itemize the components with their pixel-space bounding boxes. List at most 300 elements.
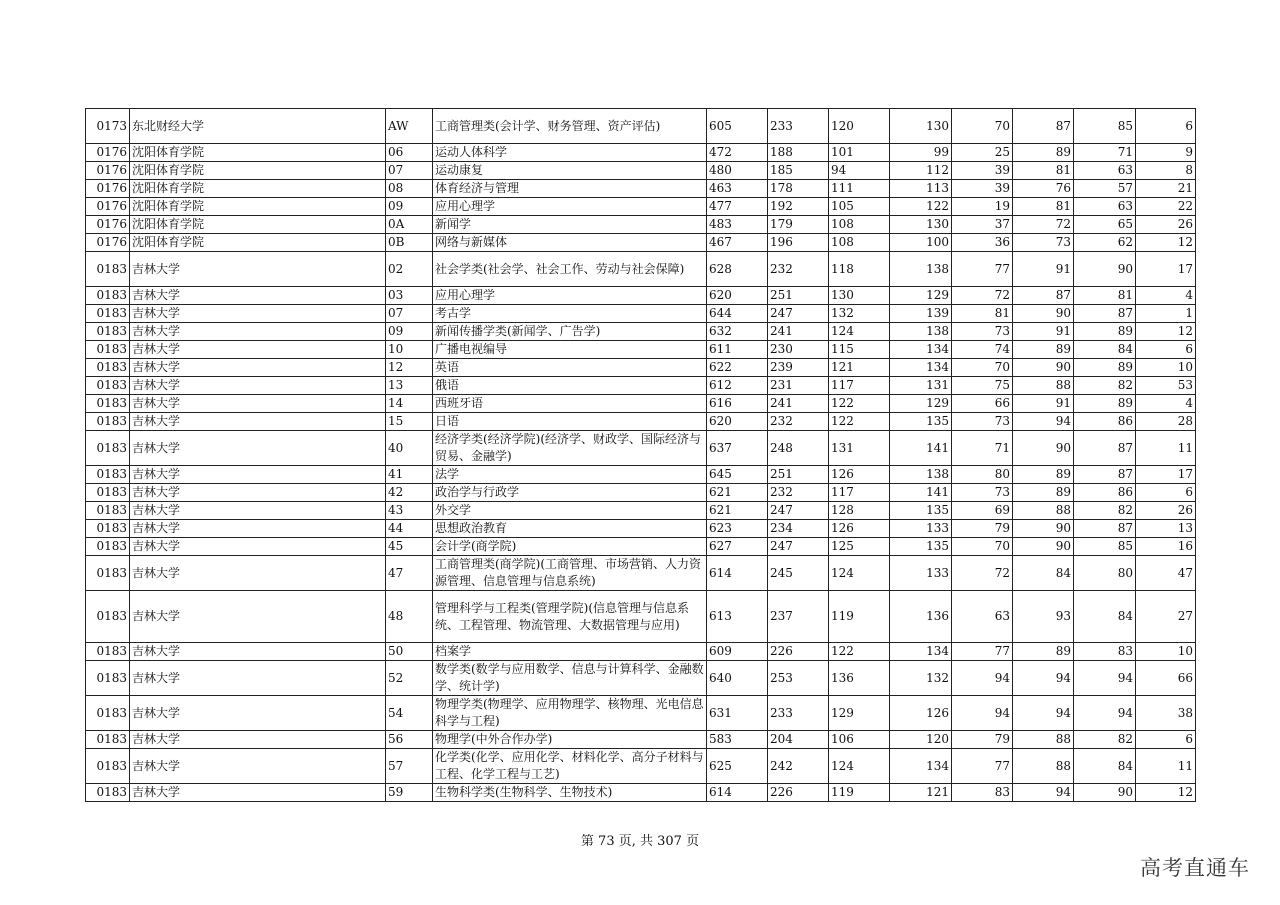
score-6-cell: 88 (1013, 731, 1074, 749)
score-5-cell: 73 (952, 323, 1013, 341)
table-row (86, 502, 1196, 520)
score-6-cell: 90 (1013, 520, 1074, 538)
score-7-cell: 82 (1074, 377, 1136, 395)
total-score-cell: 640 (707, 661, 768, 696)
major-name-cell: 俄语 (433, 377, 707, 395)
score-4-cell: 139 (890, 305, 952, 323)
total-score-cell: 631 (707, 696, 768, 731)
score-4-cell: 134 (890, 643, 952, 661)
school-code-cell: 0176 (86, 144, 130, 162)
total-score-cell: 620 (707, 287, 768, 305)
school-name-cell: 吉林大学 (130, 359, 386, 377)
school-code-cell: 0176 (86, 162, 130, 180)
school-code-cell: 0176 (86, 198, 130, 216)
score-7-cell: 94 (1074, 696, 1136, 731)
score-3-cell: 131 (829, 431, 890, 466)
score-4-cell: 132 (890, 661, 952, 696)
major-name-cell: 网络与新媒体 (433, 234, 707, 252)
total-score-cell: 623 (707, 520, 768, 538)
school-name-cell: 吉林大学 (130, 731, 386, 749)
school-name-cell: 吉林大学 (130, 287, 386, 305)
score-7-cell: 57 (1074, 180, 1136, 198)
total-score-cell: 637 (707, 431, 768, 466)
count-cell: 53 (1136, 377, 1196, 395)
score-6-cell: 94 (1013, 696, 1074, 731)
school-code-cell: 0183 (86, 431, 130, 466)
score-5-cell: 77 (952, 749, 1013, 784)
table-row (86, 162, 1196, 180)
score-5-cell: 39 (952, 162, 1013, 180)
table-row (86, 520, 1196, 538)
school-code-cell: 0183 (86, 538, 130, 556)
count-cell: 26 (1136, 502, 1196, 520)
score-2-cell: 226 (768, 784, 829, 802)
score-4-cell: 113 (890, 180, 952, 198)
major-name-cell: 生物科学类(生物科学、生物技术) (433, 784, 707, 802)
major-name-cell: 外交学 (433, 502, 707, 520)
major-code-cell: 52 (386, 661, 433, 696)
count-cell: 22 (1136, 198, 1196, 216)
score-3-cell: 105 (829, 198, 890, 216)
score-7-cell: 82 (1074, 731, 1136, 749)
table-row (86, 198, 1196, 216)
score-3-cell: 122 (829, 643, 890, 661)
school-code-cell: 0183 (86, 287, 130, 305)
count-cell: 26 (1136, 216, 1196, 234)
major-code-cell: 43 (386, 502, 433, 520)
major-code-cell: 50 (386, 643, 433, 661)
score-3-cell: 125 (829, 538, 890, 556)
major-name-cell: 工商管理类(会计学、财务管理、资产评估) (433, 109, 707, 144)
score-3-cell: 124 (829, 749, 890, 784)
score-6-cell: 94 (1013, 784, 1074, 802)
school-code-cell: 0183 (86, 305, 130, 323)
score-4-cell: 135 (890, 502, 952, 520)
score-4-cell: 112 (890, 162, 952, 180)
school-code-cell: 0176 (86, 180, 130, 198)
score-6-cell: 90 (1013, 305, 1074, 323)
score-2-cell: 245 (768, 556, 829, 591)
major-code-cell: 07 (386, 305, 433, 323)
count-cell: 6 (1136, 731, 1196, 749)
count-cell: 6 (1136, 484, 1196, 502)
major-code-cell: 41 (386, 466, 433, 484)
score-2-cell: 188 (768, 144, 829, 162)
score-2-cell: 179 (768, 216, 829, 234)
score-2-cell: 234 (768, 520, 829, 538)
score-5-cell: 25 (952, 144, 1013, 162)
school-code-cell: 0183 (86, 502, 130, 520)
score-7-cell: 86 (1074, 413, 1136, 431)
count-cell: 12 (1136, 234, 1196, 252)
major-name-cell: 应用心理学 (433, 287, 707, 305)
major-name-cell: 工商管理类(商学院)(工商管理、市场营销、人力资源管理、信息管理与信息系统) (433, 556, 707, 591)
school-name-cell: 吉林大学 (130, 556, 386, 591)
school-name-cell: 吉林大学 (130, 661, 386, 696)
score-6-cell: 89 (1013, 144, 1074, 162)
school-name-cell: 吉林大学 (130, 305, 386, 323)
score-5-cell: 71 (952, 431, 1013, 466)
table-row (86, 784, 1196, 802)
table-row (86, 413, 1196, 431)
score-7-cell: 86 (1074, 484, 1136, 502)
major-name-cell: 物理学(中外合作办学) (433, 731, 707, 749)
score-2-cell: 231 (768, 377, 829, 395)
school-name-cell: 吉林大学 (130, 377, 386, 395)
school-name-cell: 吉林大学 (130, 484, 386, 502)
score-2-cell: 232 (768, 252, 829, 287)
school-name-cell: 吉林大学 (130, 466, 386, 484)
score-3-cell: 106 (829, 731, 890, 749)
school-name-cell: 吉林大学 (130, 252, 386, 287)
score-4-cell: 135 (890, 413, 952, 431)
table-row (86, 538, 1196, 556)
total-score-cell: 613 (707, 591, 768, 643)
count-cell: 28 (1136, 413, 1196, 431)
score-6-cell: 90 (1013, 431, 1074, 466)
school-name-cell: 吉林大学 (130, 395, 386, 413)
score-2-cell: 251 (768, 466, 829, 484)
score-2-cell: 233 (768, 696, 829, 731)
table-row (86, 466, 1196, 484)
major-code-cell: 06 (386, 144, 433, 162)
major-code-cell: 48 (386, 591, 433, 643)
school-name-cell: 吉林大学 (130, 643, 386, 661)
major-code-cell: 47 (386, 556, 433, 591)
score-3-cell: 126 (829, 520, 890, 538)
major-code-cell: 44 (386, 520, 433, 538)
score-7-cell: 87 (1074, 305, 1136, 323)
major-code-cell: 08 (386, 180, 433, 198)
score-3-cell: 119 (829, 591, 890, 643)
count-cell: 4 (1136, 395, 1196, 413)
score-2-cell: 248 (768, 431, 829, 466)
table-row (86, 180, 1196, 198)
score-6-cell: 91 (1013, 323, 1074, 341)
major-name-cell: 政治学与行政学 (433, 484, 707, 502)
score-5-cell: 72 (952, 556, 1013, 591)
score-3-cell: 117 (829, 377, 890, 395)
school-name-cell: 吉林大学 (130, 520, 386, 538)
score-6-cell: 72 (1013, 216, 1074, 234)
table-row (86, 749, 1196, 784)
score-4-cell: 141 (890, 431, 952, 466)
score-4-cell: 120 (890, 731, 952, 749)
score-3-cell: 111 (829, 180, 890, 198)
total-score-cell: 627 (707, 538, 768, 556)
score-6-cell: 76 (1013, 180, 1074, 198)
score-6-cell: 90 (1013, 538, 1074, 556)
table-row (86, 234, 1196, 252)
score-6-cell: 91 (1013, 395, 1074, 413)
score-2-cell: 196 (768, 234, 829, 252)
count-cell: 13 (1136, 520, 1196, 538)
count-cell: 9 (1136, 144, 1196, 162)
score-4-cell: 100 (890, 234, 952, 252)
score-2-cell: 232 (768, 484, 829, 502)
major-name-cell: 思想政治教育 (433, 520, 707, 538)
major-code-cell: 59 (386, 784, 433, 802)
table-row (86, 144, 1196, 162)
major-name-cell: 广播电视编导 (433, 341, 707, 359)
school-code-cell: 0183 (86, 252, 130, 287)
score-4-cell: 133 (890, 556, 952, 591)
score-3-cell: 119 (829, 784, 890, 802)
major-name-cell: 英语 (433, 359, 707, 377)
count-cell: 21 (1136, 180, 1196, 198)
major-name-cell: 运动人体科学 (433, 144, 707, 162)
school-code-cell: 0183 (86, 466, 130, 484)
school-name-cell: 吉林大学 (130, 538, 386, 556)
major-name-cell: 经济学类(经济学院)(经济学、财政学、国际经济与贸易、金融学) (433, 431, 707, 466)
score-6-cell: 81 (1013, 198, 1074, 216)
major-name-cell: 考古学 (433, 305, 707, 323)
total-score-cell: 625 (707, 749, 768, 784)
total-score-cell: 483 (707, 216, 768, 234)
table-row (86, 359, 1196, 377)
table-row (86, 731, 1196, 749)
score-4-cell: 133 (890, 520, 952, 538)
total-score-cell: 612 (707, 377, 768, 395)
total-score-cell: 472 (707, 144, 768, 162)
score-2-cell: 192 (768, 198, 829, 216)
count-cell: 11 (1136, 749, 1196, 784)
score-2-cell: 178 (768, 180, 829, 198)
major-code-cell: 57 (386, 749, 433, 784)
score-6-cell: 87 (1013, 287, 1074, 305)
watermark-text: 高考直通车 (1140, 856, 1250, 880)
score-3-cell: 132 (829, 305, 890, 323)
score-4-cell: 138 (890, 252, 952, 287)
school-name-cell: 吉林大学 (130, 784, 386, 802)
table-row (86, 216, 1196, 234)
table-row (86, 341, 1196, 359)
score-4-cell: 129 (890, 395, 952, 413)
score-5-cell: 36 (952, 234, 1013, 252)
score-5-cell: 66 (952, 395, 1013, 413)
school-name-cell: 吉林大学 (130, 591, 386, 643)
count-cell: 66 (1136, 661, 1196, 696)
count-cell: 12 (1136, 323, 1196, 341)
score-4-cell: 121 (890, 784, 952, 802)
table-row (86, 323, 1196, 341)
total-score-cell: 463 (707, 180, 768, 198)
score-6-cell: 93 (1013, 591, 1074, 643)
score-5-cell: 70 (952, 109, 1013, 144)
school-code-cell: 0183 (86, 520, 130, 538)
table-row (86, 484, 1196, 502)
score-7-cell: 80 (1074, 556, 1136, 591)
score-7-cell: 89 (1074, 359, 1136, 377)
count-cell: 10 (1136, 359, 1196, 377)
major-code-cell: 45 (386, 538, 433, 556)
score-3-cell: 115 (829, 341, 890, 359)
table-row (86, 252, 1196, 287)
score-2-cell: 232 (768, 413, 829, 431)
major-code-cell: 09 (386, 198, 433, 216)
total-score-cell: 620 (707, 413, 768, 431)
score-5-cell: 63 (952, 591, 1013, 643)
score-2-cell: 185 (768, 162, 829, 180)
score-5-cell: 73 (952, 413, 1013, 431)
count-cell: 1 (1136, 305, 1196, 323)
score-2-cell: 204 (768, 731, 829, 749)
total-score-cell: 609 (707, 643, 768, 661)
score-6-cell: 89 (1013, 341, 1074, 359)
score-6-cell: 88 (1013, 502, 1074, 520)
total-score-cell: 616 (707, 395, 768, 413)
total-score-cell: 605 (707, 109, 768, 144)
score-5-cell: 79 (952, 520, 1013, 538)
total-score-cell: 645 (707, 466, 768, 484)
score-3-cell: 129 (829, 696, 890, 731)
school-code-cell: 0183 (86, 696, 130, 731)
school-name-cell: 沈阳体育学院 (130, 144, 386, 162)
major-name-cell: 数学类(数学与应用数学、信息与计算科学、金融数学、统计学) (433, 661, 707, 696)
score-7-cell: 87 (1074, 431, 1136, 466)
major-name-cell: 运动康复 (433, 162, 707, 180)
score-4-cell: 131 (890, 377, 952, 395)
score-4-cell: 99 (890, 144, 952, 162)
score-4-cell: 134 (890, 341, 952, 359)
school-code-cell: 0183 (86, 731, 130, 749)
score-2-cell: 247 (768, 305, 829, 323)
school-name-cell: 吉林大学 (130, 413, 386, 431)
major-name-cell: 会计学(商学院) (433, 538, 707, 556)
score-3-cell: 101 (829, 144, 890, 162)
school-name-cell: 沈阳体育学院 (130, 180, 386, 198)
score-3-cell: 121 (829, 359, 890, 377)
score-3-cell: 94 (829, 162, 890, 180)
score-5-cell: 37 (952, 216, 1013, 234)
major-code-cell: 03 (386, 287, 433, 305)
score-5-cell: 72 (952, 287, 1013, 305)
score-5-cell: 73 (952, 484, 1013, 502)
school-name-cell: 吉林大学 (130, 323, 386, 341)
school-code-cell: 0183 (86, 359, 130, 377)
score-6-cell: 88 (1013, 749, 1074, 784)
score-7-cell: 82 (1074, 502, 1136, 520)
score-5-cell: 79 (952, 731, 1013, 749)
score-2-cell: 247 (768, 538, 829, 556)
score-6-cell: 88 (1013, 377, 1074, 395)
score-2-cell: 251 (768, 287, 829, 305)
table-row (86, 431, 1196, 466)
count-cell: 11 (1136, 431, 1196, 466)
score-6-cell: 91 (1013, 252, 1074, 287)
score-7-cell: 85 (1074, 538, 1136, 556)
score-7-cell: 71 (1074, 144, 1136, 162)
major-name-cell: 法学 (433, 466, 707, 484)
table-body (86, 109, 1196, 802)
table-row (86, 395, 1196, 413)
school-name-cell: 东北财经大学 (130, 109, 386, 144)
score-6-cell: 73 (1013, 234, 1074, 252)
score-3-cell: 124 (829, 323, 890, 341)
score-6-cell: 89 (1013, 466, 1074, 484)
score-2-cell: 253 (768, 661, 829, 696)
school-code-cell: 0183 (86, 323, 130, 341)
count-cell: 4 (1136, 287, 1196, 305)
score-7-cell: 94 (1074, 661, 1136, 696)
score-5-cell: 70 (952, 359, 1013, 377)
score-7-cell: 81 (1074, 287, 1136, 305)
count-cell: 8 (1136, 162, 1196, 180)
major-name-cell: 新闻学 (433, 216, 707, 234)
score-6-cell: 84 (1013, 556, 1074, 591)
total-score-cell: 644 (707, 305, 768, 323)
score-4-cell: 122 (890, 198, 952, 216)
score-5-cell: 77 (952, 643, 1013, 661)
school-code-cell: 0176 (86, 216, 130, 234)
school-code-cell: 0183 (86, 395, 130, 413)
score-2-cell: 247 (768, 502, 829, 520)
score-5-cell: 69 (952, 502, 1013, 520)
table-row (86, 305, 1196, 323)
total-score-cell: 467 (707, 234, 768, 252)
total-score-cell: 477 (707, 198, 768, 216)
score-7-cell: 89 (1074, 395, 1136, 413)
score-3-cell: 117 (829, 484, 890, 502)
score-7-cell: 85 (1074, 109, 1136, 144)
school-name-cell: 沈阳体育学院 (130, 216, 386, 234)
score-5-cell: 80 (952, 466, 1013, 484)
score-7-cell: 63 (1074, 198, 1136, 216)
score-5-cell: 94 (952, 661, 1013, 696)
school-code-cell: 0176 (86, 234, 130, 252)
count-cell: 12 (1136, 784, 1196, 802)
major-name-cell: 新闻传播学类(新闻学、广告学) (433, 323, 707, 341)
school-name-cell: 吉林大学 (130, 502, 386, 520)
school-name-cell: 吉林大学 (130, 431, 386, 466)
score-4-cell: 130 (890, 216, 952, 234)
score-3-cell: 118 (829, 252, 890, 287)
school-code-cell: 0183 (86, 784, 130, 802)
school-code-cell: 0183 (86, 749, 130, 784)
total-score-cell: 621 (707, 502, 768, 520)
score-2-cell: 241 (768, 395, 829, 413)
score-2-cell: 233 (768, 109, 829, 144)
count-cell: 6 (1136, 109, 1196, 144)
score-6-cell: 89 (1013, 643, 1074, 661)
score-3-cell: 124 (829, 556, 890, 591)
score-3-cell: 108 (829, 234, 890, 252)
school-code-cell: 0183 (86, 643, 130, 661)
score-2-cell: 230 (768, 341, 829, 359)
table-row (86, 661, 1196, 696)
school-name-cell: 沈阳体育学院 (130, 162, 386, 180)
major-code-cell: 10 (386, 341, 433, 359)
table-row (86, 696, 1196, 731)
score-4-cell: 129 (890, 287, 952, 305)
major-code-cell: 12 (386, 359, 433, 377)
school-code-cell: 0183 (86, 661, 130, 696)
score-7-cell: 84 (1074, 749, 1136, 784)
major-name-cell: 管理科学与工程类(管理学院)(信息管理与信息系统、工程管理、物流管理、大数据管理与应用) (433, 591, 707, 643)
score-3-cell: 108 (829, 216, 890, 234)
score-2-cell: 239 (768, 359, 829, 377)
score-6-cell: 81 (1013, 162, 1074, 180)
total-score-cell: 480 (707, 162, 768, 180)
score-5-cell: 75 (952, 377, 1013, 395)
school-name-cell: 吉林大学 (130, 696, 386, 731)
count-cell: 38 (1136, 696, 1196, 731)
score-5-cell: 74 (952, 341, 1013, 359)
score-5-cell: 19 (952, 198, 1013, 216)
score-7-cell: 87 (1074, 520, 1136, 538)
count-cell: 17 (1136, 252, 1196, 287)
score-2-cell: 241 (768, 323, 829, 341)
